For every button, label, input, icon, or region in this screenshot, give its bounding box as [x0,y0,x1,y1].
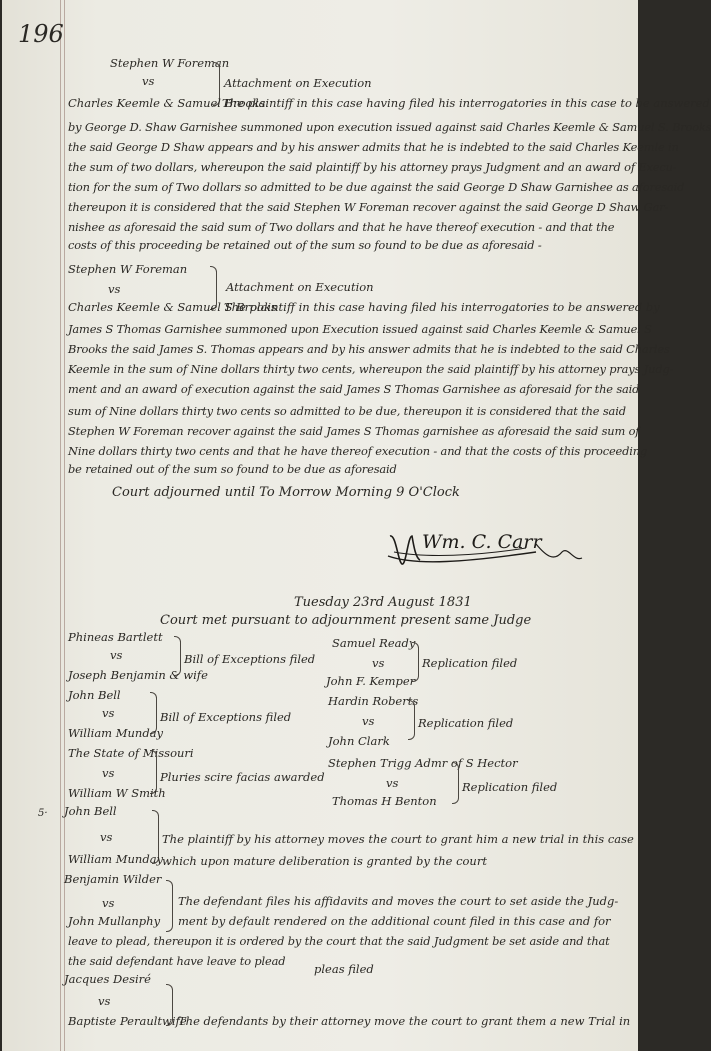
case-vs: vs [100,830,113,844]
session-opening: Court met pursuant to adjournment present same Judge [160,613,532,628]
case-plaintiff: Benjamin Wilder [64,872,162,886]
case-plaintiff: Stephen Trigg Admr of S Hector [328,756,518,770]
case-defendant: Thomas H Benton [332,794,437,808]
case2-line: Nine dollars thirty two cents and that he have thereof execution - and that the costs of this proceeding [68,444,648,458]
case-line: which upon mature deliberation is granted by the court [162,854,487,868]
case1-title: Attachment on Execution [224,76,372,90]
margin-rule [64,0,65,1051]
case-line: The defendant files his affidavits and moves the court to set aside the Judg- [178,894,619,908]
case-vs: vs [98,994,111,1008]
case-vs: vs [110,648,123,662]
case-entry: Replication filed [418,716,514,730]
margin-mark: 5· [38,808,48,819]
case1-line: tion for the sum of Two dollars so admitted to be due against the said George D Shaw Garnishee as aforesaid [68,180,685,194]
case1-line: costs of this proceeding be retained out of the sum so found to be due as aforesaid - [68,238,542,252]
signature-text: Wm. C. Carr [422,531,542,553]
margin-rule [60,0,61,1051]
case1-vs: vs [142,74,155,88]
case-brace [408,700,415,740]
case-entry: Replication filed [462,780,558,794]
case1-line: nishee as aforesaid the said sum of Two dollars and that he have thereof execution - and that the [68,220,615,234]
case2-line: James S Thomas Garnishee summoned upon Execution issued against said Charles Keemle & Samuel S [68,322,652,336]
case1-line: by George D. Shaw Garnishee summoned upon execution issued against said Charles Keemle & Samuel S. Brooks [68,120,711,134]
case2-line: be retained out of the sum so found to be due as aforesaid [68,462,397,476]
case-entry: Pluries scire facias awarded [160,770,325,784]
case-brace [166,880,173,932]
case-brace [452,762,459,804]
case-plaintiff: Phineas Bartlett [68,630,163,644]
case-vs: vs [362,714,375,728]
case1-line: The plaintiff in this case having filed his interrogatories in this case to be answered [222,96,710,110]
case-line: The defendants by their attorney move the court to grant them a new Trial in [178,1014,631,1028]
case-defendant: William W Smith [68,786,166,800]
case-plaintiff: Samuel Ready [332,636,416,650]
case2-line: Stephen W Foreman recover against the said James S Thomas garnishee as aforesaid the said sum of [68,424,640,438]
page-number: 196 [18,20,64,48]
case-line: leave to plead, thereupon it is ordered by the court that the said Judgment be set aside and that [68,934,610,948]
ledger-page [2,0,711,1051]
case-plaintiff: John Bell [64,804,117,818]
court-adjourned: Court adjourned until To Morrow Morning 9 O'Clock [112,485,460,500]
case-plaintiff: John Bell [68,688,121,702]
case-plaintiff: Hardin Roberts [328,694,419,708]
case-defendant: John F. Kemper [326,674,416,688]
case-pleas: pleas filed [314,962,374,976]
case2-plaintiff: Stephen W Foreman [68,262,188,276]
case-line: The plaintiff by his attorney moves the court to grant him a new trial in this case [162,832,634,846]
case1-line: the said George D Shaw appears and by his answer admits that he is indebted to the said Charles Keemle in [68,140,679,154]
session-date: Tuesday 23rd August 1831 [294,595,472,610]
case2-line: ment and an award of execution against the said James S Thomas Garnishee as aforesaid for the said [68,382,640,396]
case-line: the said defendant have leave to plead [68,954,286,968]
case-defendant: Joseph Benjamin & wife [68,668,208,682]
case2-line: Keemle in the sum of Nine dollars thirty two cents, whereupon the said plaintiff by his attorney prays Judg- [68,362,674,376]
case1-plaintiff: Stephen W Foreman [110,56,230,70]
case-vs: vs [102,896,115,910]
case-entry: Replication filed [422,656,518,670]
case-vs: vs [102,706,115,720]
case2-line: The plaintiff in this case having filed his interrogatories to be answered by [224,300,660,314]
case-vs: vs [386,776,399,790]
case-line: ment by default rendered on the additional count filed in this case and for [178,914,611,928]
case2-defendant: Charles Keemle & Samuel S Brooks [68,300,277,314]
case-defendant: John Mullanphy [68,914,161,928]
case-defendant: Baptiste Peraultwife [68,1014,187,1028]
case-defendant: William Munday [68,852,164,866]
case1-line: the sum of two dollars, whereupon the said plaintiff by his attorney prays Judgment and an award of Execu- [68,160,677,174]
case1-line: thereupon it is considered that the said Stephen W Foreman recover against the said George D Shaw Gar- [68,200,669,214]
case2-title: Attachment on Execution [226,280,374,294]
case-plaintiff: Jacques Desiré [64,972,151,986]
case-vs: vs [372,656,385,670]
case2-line: sum of Nine dollars thirty two cents so admitted to be due, thereupon it is considered that the said [68,404,626,418]
case-entry: Bill of Exceptions filed [160,710,292,724]
case-defendant: John Clark [328,734,390,748]
case2-vs: vs [108,282,121,296]
case-plaintiff: The State of Missouri [68,746,194,760]
case-entry: Bill of Exceptions filed [184,652,316,666]
case1-defendant: Charles Keemle & Samuel Brooks [68,96,266,110]
case2-line: Brooks the said James S. Thomas appears and by his answer admits that he is indebted to the said Charles [68,342,670,356]
case-vs: vs [102,766,115,780]
judge-signature [386,522,586,582]
case-defendant: William Munday [68,726,164,740]
